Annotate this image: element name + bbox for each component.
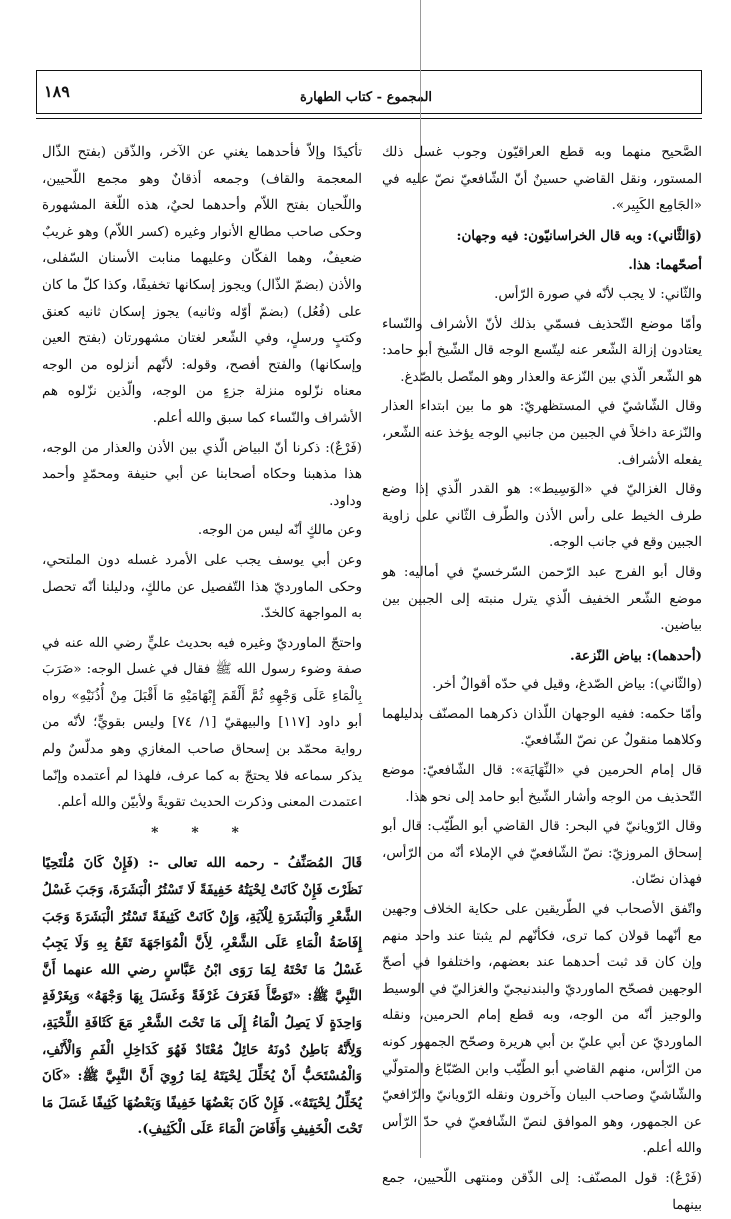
paragraph: (والثّاني): بياض الصّدغ، وقيل في حدّه أقوالٌ أخر. [432, 677, 702, 693]
author-quote: قَالَ المُصَنِّفُ - رحمه الله تعالى -: (فَإِنْ كَانَ مُلْتَحِيًا نَظَرْتَ فَإِنْ كَانَتْ لِحْيَتُهُ خَفِيفَةً لَا تَسْتُرُ الْبَشَرَةَ، وَجَبَ غَسْلُ الشَّعْرِ وَالْبَشَرَةِ لِلْآيَةِ، وَإِنْ كَانَتْ كَثِيفَةً تَسْتُرُ الْبَشَرَةَ وَجَبَ إِفَاضَةُ الْمَاءِ عَلَى الشَّعْرِ، لِأَنَّ الْمُوَاجَهَةَ تَقَعُ بِهِ وَلَا يَجِبُ غَسْلُ مَا تَحْتَهُ لِمَا رَوَى ابْنُ عَبَّاسٍ رضي الله عنهما أَنَّ النَّبِيَّ ﷺ: «تَوَضَّأَ فَغَرَفَ غَرْفَةً وَغَسَلَ بِهَا وَجْهَهُ» وَبِغَرْفَةٍ وَاحِدَةٍ لَا يَصِلُ الْمَاءُ إِلَى مَا تَحْتَ الشَّعْرِ مَعَ كَثَافَةِ اللِّحْيَةِ، وَلِأَنَّهُ بَاطِنٌ دُونَهُ حَائِلٌ مُعْتَادٌ فَهُوَ كَدَاخِلِ الْفَمِ وَالْأَنْفِ، وَالْمُسْتَحَبُّ أَنْ يُخَلِّلَ لِحْيَتَهُ لِمَا رُوِيَ أَنَّ النَّبِيَّ ﷺ: «كَانَ يُخَلِّلُ لِحْيَتَهُ». فَإِنْ كَانَ بَعْضُهَا خَفِيفًا وَبَعْضُهَا كَثِيفًا غَسَلَ مَا تَحْتَ الْخَفِيفِ وَأَفَاضَ الْمَاءَ عَلَى الْكَثِيفِ). [42, 855, 362, 1138]
paragraph: (أحدهما): بياض النّزعة. [570, 647, 702, 664]
left-column [42, 140, 362, 1143]
right-column [382, 140, 702, 1219]
paragraph: وعن أبي يوسف يجب على الأمرد غسله دون الملتحي، وحكى الماورديّ هذا التّفصيل عن مالكٍ، ودليلنا أنّه تحصل به المواجهة كالخدّ. [42, 552, 362, 622]
paragraph: وقال أبو الفرج عبد الرّحمن السّرخسيّ في أماليه: هو موضع الشّعر الخفيف الّذي يترل منبته إلى الجبين بين بياضين. [382, 564, 702, 634]
paragraph: قال إمام الحرمين في «النِّهَايَة»: قال الشّافعيّ: موضع التّحذيف من الوجه وأشار الشّيخ أبو حامد إلى نحو هذا. [382, 763, 702, 805]
paragraph: واتّفق الأصحاب في الطّريقين على حكاية الخلاف وجهين مع أنّهما قولان كما ترى، فكأنّهم لم يثبتا عند واحد منهم وإن كان قد ثبت أحدهما عند بعضهم، واختلفوا في أصحّ الوجهين فصحّح الماورديّ والبندنيجيّ والغزاليّ في الوسيط والوجيز أنّه من الوجه، وبه قطع إمام الحرمين، ونقله الماورديّ عن أبي عليّ بن أبي هريرة وصحّح الجمهور كونه من الرّأس، منهم القاضي أبو الطّيّب وابن الصّبّاغ والمتولّي والشّاشيّ وصاحب البيان وآخرون ونقله الرّويانيّ والرّافعيّ عن الجمهور، وهو الموافق لنصّ الشّافعيّ في حدّ الرّأس والله أعلم. [382, 902, 702, 1157]
paragraph: واحتجّ الماورديّ وغيره فيه بحديث عليٍّ رضي الله عنه في صفة وضوء رسول الله ﷺ فقال في غسل الوجه: «ضَرَبَ بِالْمَاءِ عَلَى وَجْهِهِ ثُمَّ أَلْقَمَ إِبْهَامَيْهِ مَا أَقْبَلَ مِنْ أُذُنَيْهِ» رواه أبو داود [١١٧] والبيهقيّ [١/ ٧٤] وليس بقويٍّ؛ لأنّه من رواية محمّد بن إسحاق صاحب المغازي وهو مدلّسٌ ولم يذكر سماعه فلا يحتجّ به كما عرف، فلهذا لم أعتمده وإنّما اعتمدت المعنى وذكرت الحديث تقويةً ولأبيّن والله أعلم. [42, 635, 362, 811]
running-title: المجموع - كتاب الطهارة [300, 90, 433, 105]
paragraph: وقال الرّويانيّ في البحر: قال القاضي أبو الطّيّب: قال أبو إسحاق المروزيّ: نصّ الشّافعيّ في الإملاء أنّه من الرّأس، فهذان نصّان. [382, 819, 702, 888]
paragraph: وأمّا موضع التّحذيف فسمّي بذلك لأنّ الأشراف والنّساء يعتادون إزالة الشّعر عنه ليتّسع الوجه قال الشّيخ أبو حامد: هو الشّعر الّذي بين النّزعة والعذار وهو المتّصل بالصّدغ. [382, 316, 702, 385]
paragraph: أصحّهما: هذا. [628, 257, 702, 274]
paragraph: تأكيدًا وإلاّ فأحدهما يغني عن الآخر، والذّقن (بفتح الذّال المعجمة والقاف) وجمعه أذقانٌ وهو مجمع اللّحيين، واللّحيان بفتح اللاّم وأحدهما لحيٌ، هذه اللّغة المشهورة وحكى صاحب مطالع الأنوار وغيره (كسر اللاّم) وهو غريبٌ ضعيفٌ، وهما الفكّان وعليهما منابت الأسنان السّفلى، والأذن (بضمّ الذّال) ويجوز إسكانها تخفيفًا، وكذا كلّ ما كان على (فُعُل) (بضمّ أوّله وثانيه) يجوز إسكان ثانيه كعنق وكتبٍ ورسلٍ، وفي الشّعر لغتان مشهورتان (بفتح العين وإسكانها) والفتح أفصح، وقوله: لأنّهم أنزلوه من الوجه معناه نزّلوه منزلة جزءٍ من الوجه، والّذين نزّلوه هم الأشراف والنّساء كما سبق والله أعلم. [42, 145, 362, 426]
paragraph: الصَّحيح منهما وبه قطع العراقيّون وجوب غسل ذلك المستور، ونقل القاضي حسينٌ أنّ الشّافعيّ نصّ عليه في «الجَامِع الكَبِير». [382, 145, 702, 214]
paragraph: (فَرْعٌ): ذكرنا أنّ البياض الّذي بين الأذن والعذار من الوجه، هذا مذهبنا وحكاه أصحابنا عن أبي حنيفة ومحمّدٍ وأحمد وداود. [42, 440, 362, 509]
page-number: ١٨٩ [44, 82, 70, 101]
paragraph: وأمّا حكمه: ففيه الوجهان اللّذان ذكرهما المصنّف بدليلهما وكلاهما منقولٌ عن نصّ الشّافعيّ. [382, 706, 702, 749]
paragraph: (فَرْعٌ): قول المصنّف: إلى الذّقن ومنتهى اللّحيين، جمع بينهما [382, 1170, 702, 1213]
header-rule [36, 118, 702, 119]
paragraph: والثّاني: لا يجب لأنّه في صورة الرّأس. [494, 286, 702, 302]
paragraph: (وَالثَّاني): وبه قال الخراسانيّون: فيه وجهان: [456, 227, 702, 244]
paragraph: وعن مالكٍ أنّه ليس من الوجه. [197, 523, 362, 539]
section-separator: * * * [151, 824, 253, 841]
paragraph: وقال الغزاليّ في «الوَسِيط»: هو القدر الّذي إذا وضع طرف الخيط على رأس الأذن والطّرف الثّاني على زاوية الجبين وقع في جانب الوجه. [382, 482, 702, 551]
paragraph: وقال الشّاشيّ في المستظهريّ: هو ما بين ابتداء العذار والنّزعة داخلاً في الجبين من جانبي الوجه يؤخذ عنه الشّعر، يفعله الأشراف. [382, 399, 702, 468]
